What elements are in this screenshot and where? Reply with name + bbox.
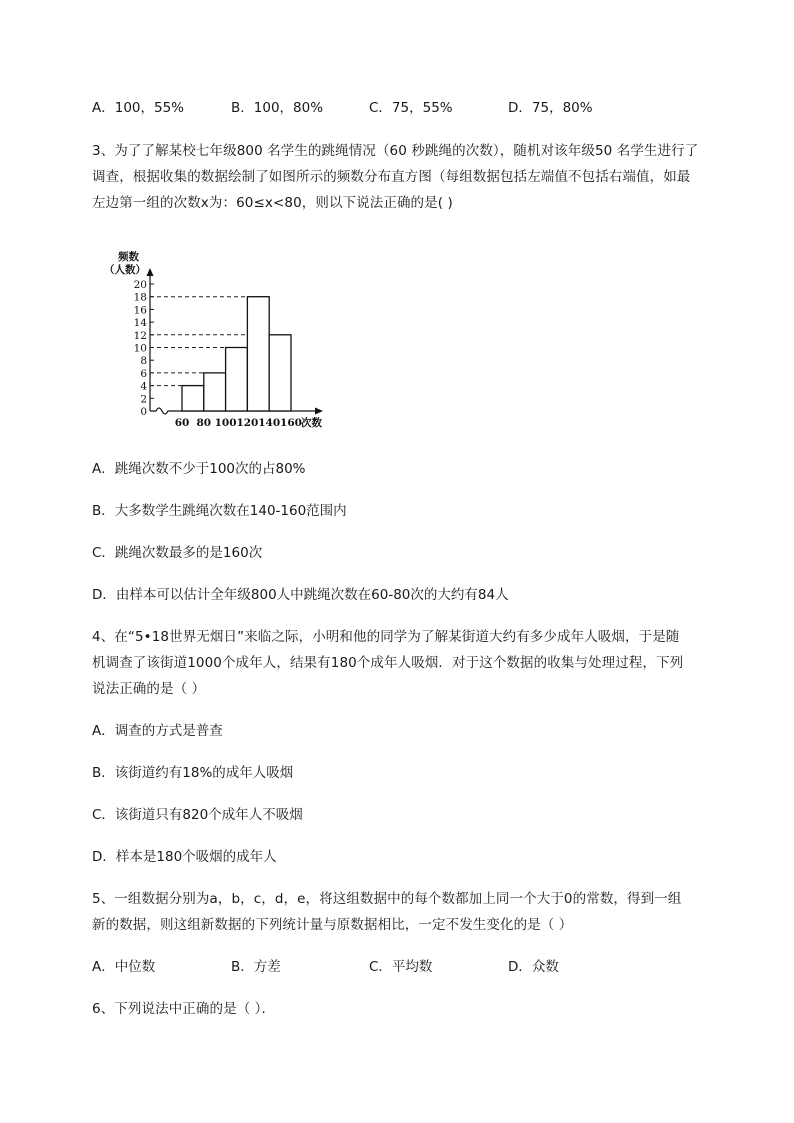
y-tick-label: 2 — [140, 393, 147, 406]
y-axis-arrow — [147, 268, 154, 276]
x-tick-label: 160 — [280, 417, 302, 429]
q6-stem-line1: 6、下列说法中正确的是（ ）． — [92, 1001, 276, 1017]
y-axis-label-line2: （人数） — [104, 264, 146, 276]
y-tick-label: 8 — [140, 355, 147, 368]
q2-options — [92, 98, 712, 118]
x-tick-label: 60 — [174, 417, 190, 429]
q5-option-d: D．众数 — [508, 959, 559, 975]
q4-option-d: D．样本是180个吸烟的成年人 — [92, 849, 277, 865]
histogram-bar — [269, 335, 291, 411]
q4-option-b: B．该街道约有18%的成年人吸烟 — [92, 765, 294, 781]
q3-option-b: B．大多数学生跳绳次数在140-160范围内 — [92, 503, 347, 519]
y-tick-label: 6 — [140, 367, 147, 380]
y-tick-label: 16 — [133, 304, 147, 317]
q3-stem-line1: 3、为了了解某校七年级800 名学生的跳绳情况（60 秒跳绳的次数），随机对该年级50 名学生进行了 — [92, 143, 699, 159]
q5-option-c: C．平均数 — [369, 959, 433, 975]
histogram-bar — [247, 297, 269, 411]
x-tick-label: 120 — [236, 417, 259, 429]
y-tick-label: 10 — [133, 342, 147, 355]
histogram-bar — [204, 373, 226, 411]
q3-option-c: C．跳绳次数最多的是160次 — [92, 545, 263, 561]
x-axis-label: 次数 — [301, 417, 322, 429]
q2-option-a: A．100，55% — [92, 100, 185, 116]
q5-option-b: B．方差 — [231, 959, 281, 975]
q3-stem-line2: 调查，根据收集的数据绘制了如图所示的频数分布直方图（每组数据包括左端值不包括右端值，如最 — [92, 169, 691, 185]
q2-option-d: D．75，80% — [508, 100, 593, 116]
q4-stem-line2: 机调查了该街道1000个成年人，结果有180个成年人吸烟．对于这个数据的收集与处理过程，下列 — [92, 655, 684, 671]
y-tick-label: 12 — [133, 329, 147, 342]
q3-option-a: A．跳绳次数不少于100次的占80% — [92, 461, 306, 477]
frequency-histogram — [100, 244, 360, 429]
y-tick-label: 14 — [133, 317, 147, 330]
q5-stem-line2: 新的数据，则这组新数据的下列统计量与原数据相比，一定不发生变化的是（ ） — [92, 917, 573, 933]
x-tick-label: 100 — [214, 417, 237, 429]
x-tick-label: 140 — [258, 417, 281, 429]
q5-options — [92, 957, 712, 977]
y-tick-label: 0 — [140, 406, 147, 418]
x-tick-label: 80 — [196, 417, 212, 429]
y-axis-label-line1: 频数 — [118, 251, 139, 263]
q4-option-c: C．该街道只有820个成年人不吸烟 — [92, 807, 303, 823]
q5-stem-line1: 5、一组数据分别为a，b，c，d，e，将这组数据中的每个数都加上同一个大于0的常数，得到一组 — [92, 891, 682, 907]
q3-option-d: D．由样本可以估计全年级800人中跳绳次数在60-80次的大约有84人 — [92, 587, 509, 603]
x-axis-arrow — [315, 408, 323, 415]
q2-option-c: C．75，55% — [369, 100, 453, 116]
y-tick-label: 18 — [133, 291, 147, 304]
q4-option-a: A．调查的方式是普查 — [92, 723, 223, 739]
y-tick-label: 4 — [140, 380, 147, 393]
q4-stem-line1: 4、在“5•18世界无烟日”来临之际，小明和他的同学为了解某街道大约有多少成年人吸烟，于是随 — [92, 629, 680, 645]
y-tick-label: 20 — [133, 279, 147, 291]
histogram-bar — [226, 348, 248, 412]
q5-option-a: A．中位数 — [92, 959, 156, 975]
q3-stem-line3: 左边第一组的次数x为：60≤x<80，则以下说法正确的是( ) — [92, 195, 453, 211]
histogram-bar — [182, 386, 204, 411]
q2-option-b: B．100，80% — [231, 100, 324, 116]
q4-stem-line3: 说法正确的是（ ） — [92, 681, 206, 697]
